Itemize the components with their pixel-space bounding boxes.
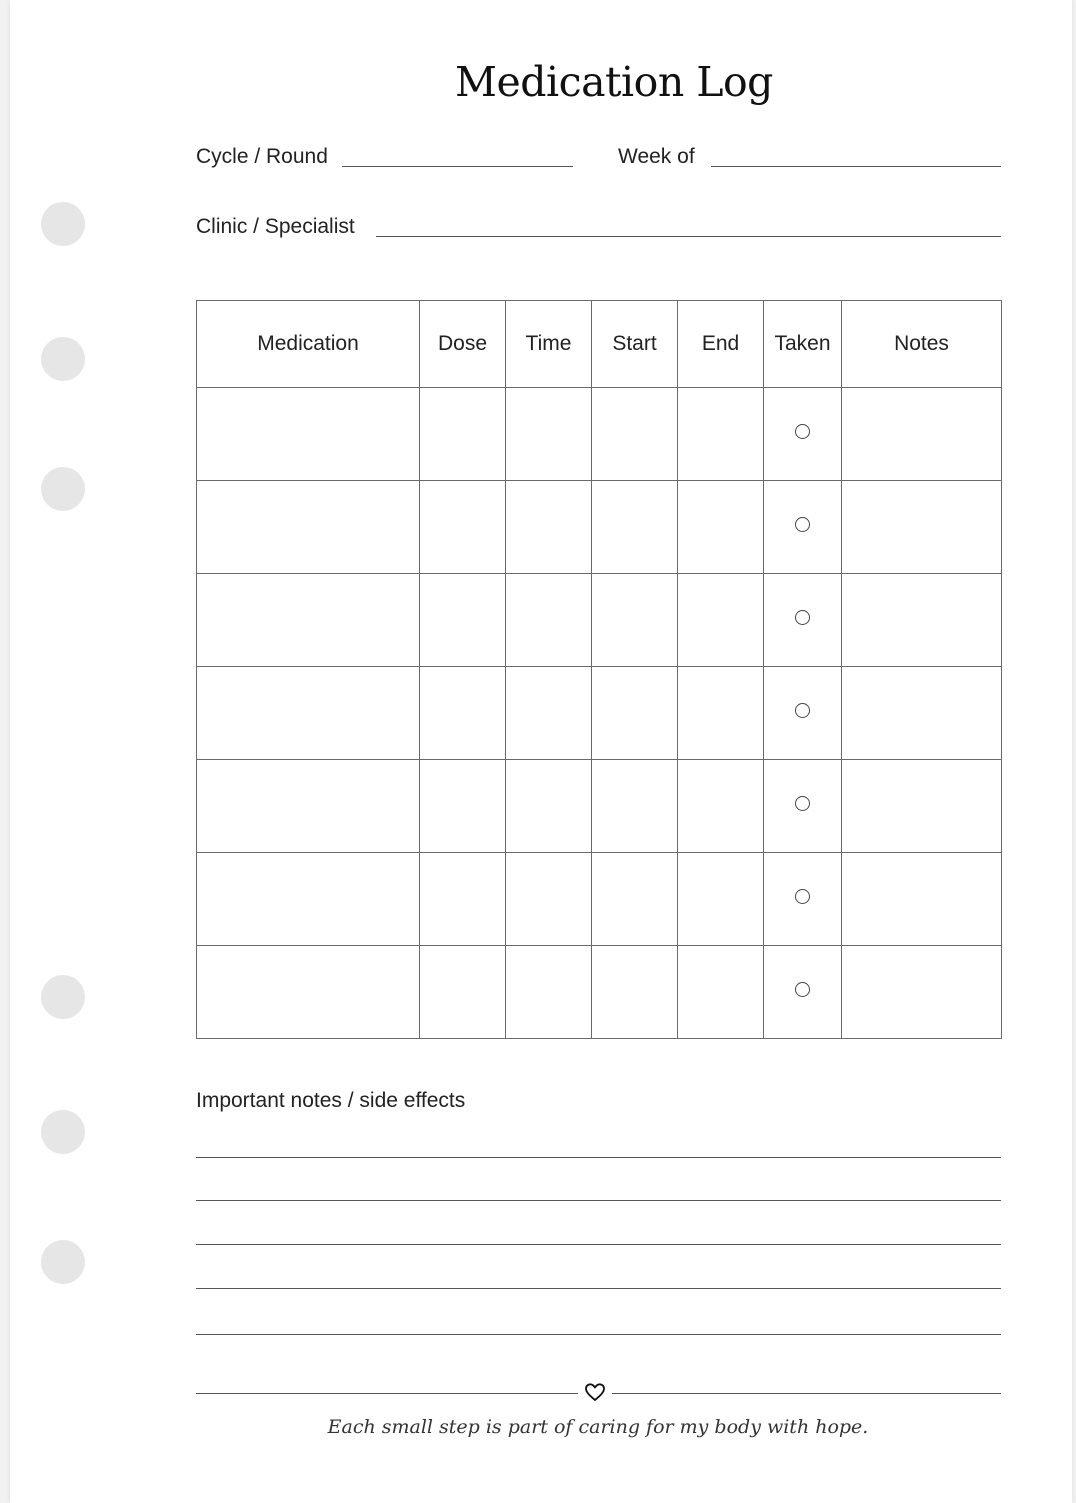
taken-radio[interactable] <box>795 424 810 439</box>
clinic-specialist-field[interactable] <box>376 236 1001 237</box>
table-body <box>197 388 1002 1039</box>
week-of-field[interactable] <box>711 166 1001 167</box>
week-of-label: Week of <box>618 145 695 168</box>
notes-writing-line[interactable] <box>196 1288 1001 1289</box>
table-row <box>197 853 1002 946</box>
notes-writing-line[interactable] <box>196 1244 1001 1245</box>
table-row <box>197 481 1002 574</box>
column-header-time: Time <box>506 301 592 388</box>
medication-cell[interactable] <box>197 481 420 574</box>
page-title: Medication Log <box>455 58 773 106</box>
heart-icon <box>583 1380 607 1404</box>
column-header-start: Start <box>592 301 678 388</box>
notes-cell[interactable] <box>842 388 1002 481</box>
medication-cell[interactable] <box>197 853 420 946</box>
medication-cell[interactable] <box>197 946 420 1039</box>
time-cell[interactable] <box>506 760 592 853</box>
binder-hole <box>41 1110 85 1154</box>
start-cell[interactable] <box>592 760 678 853</box>
notes-section-label: Important notes / side effects <box>196 1089 466 1112</box>
medication-table <box>196 300 1002 1039</box>
start-cell[interactable] <box>592 946 678 1039</box>
column-header-taken: Taken <box>764 301 842 388</box>
taken-cell <box>764 760 842 853</box>
taken-cell <box>764 853 842 946</box>
medication-cell[interactable] <box>197 667 420 760</box>
medication-cell[interactable] <box>197 760 420 853</box>
time-cell[interactable] <box>506 946 592 1039</box>
end-cell[interactable] <box>678 388 764 481</box>
binder-hole <box>41 1240 85 1284</box>
dose-cell[interactable] <box>420 574 506 667</box>
taken-radio[interactable] <box>795 517 810 532</box>
table-row <box>197 760 1002 853</box>
time-cell[interactable] <box>506 481 592 574</box>
dose-cell[interactable] <box>420 481 506 574</box>
start-cell[interactable] <box>592 667 678 760</box>
column-header-end: End <box>678 301 764 388</box>
taken-radio[interactable] <box>795 982 810 997</box>
time-cell[interactable] <box>506 853 592 946</box>
start-cell[interactable] <box>592 388 678 481</box>
binder-hole <box>41 337 85 381</box>
taken-radio[interactable] <box>795 610 810 625</box>
table-row <box>197 667 1002 760</box>
taken-cell <box>764 574 842 667</box>
time-cell[interactable] <box>506 574 592 667</box>
notes-writing-line[interactable] <box>196 1157 1001 1158</box>
notes-writing-line[interactable] <box>196 1200 1001 1201</box>
taken-radio[interactable] <box>795 889 810 904</box>
table-row <box>197 946 1002 1039</box>
footer-divider-left <box>196 1393 578 1394</box>
cycle-round-field[interactable] <box>342 166 573 167</box>
table-header-row <box>197 301 1002 388</box>
notes-cell[interactable] <box>842 574 1002 667</box>
end-cell[interactable] <box>678 481 764 574</box>
end-cell[interactable] <box>678 853 764 946</box>
notes-cell[interactable] <box>842 853 1002 946</box>
notes-cell[interactable] <box>842 667 1002 760</box>
end-cell[interactable] <box>678 574 764 667</box>
clinic-specialist-label: Clinic / Specialist <box>196 215 355 238</box>
notes-cell[interactable] <box>842 946 1002 1039</box>
medication-cell[interactable] <box>197 388 420 481</box>
taken-cell <box>764 481 842 574</box>
end-cell[interactable] <box>678 760 764 853</box>
taken-radio[interactable] <box>795 796 810 811</box>
notes-cell[interactable] <box>842 481 1002 574</box>
column-header-notes: Notes <box>842 301 1002 388</box>
taken-cell <box>764 667 842 760</box>
taken-radio[interactable] <box>795 703 810 718</box>
start-cell[interactable] <box>592 481 678 574</box>
start-cell[interactable] <box>592 574 678 667</box>
dose-cell[interactable] <box>420 760 506 853</box>
dose-cell[interactable] <box>420 946 506 1039</box>
dose-cell[interactable] <box>420 853 506 946</box>
column-header-medication: Medication <box>197 301 420 388</box>
table-row <box>197 574 1002 667</box>
end-cell[interactable] <box>678 946 764 1039</box>
footer-divider-right <box>612 1393 1001 1394</box>
dose-cell[interactable] <box>420 388 506 481</box>
binder-hole <box>41 975 85 1019</box>
column-header-dose: Dose <box>420 301 506 388</box>
notes-cell[interactable] <box>842 760 1002 853</box>
time-cell[interactable] <box>506 388 592 481</box>
dose-cell[interactable] <box>420 667 506 760</box>
medication-cell[interactable] <box>197 574 420 667</box>
start-cell[interactable] <box>592 853 678 946</box>
binder-hole <box>41 467 85 511</box>
time-cell[interactable] <box>506 667 592 760</box>
table-row <box>197 388 1002 481</box>
taken-cell <box>764 946 842 1039</box>
notes-writing-line[interactable] <box>196 1334 1001 1335</box>
taken-cell <box>764 388 842 481</box>
end-cell[interactable] <box>678 667 764 760</box>
binder-hole <box>41 202 85 246</box>
footer-quote: Each small step is part of caring for my body with hope. <box>327 1416 869 1438</box>
cycle-round-label: Cycle / Round <box>196 145 328 168</box>
